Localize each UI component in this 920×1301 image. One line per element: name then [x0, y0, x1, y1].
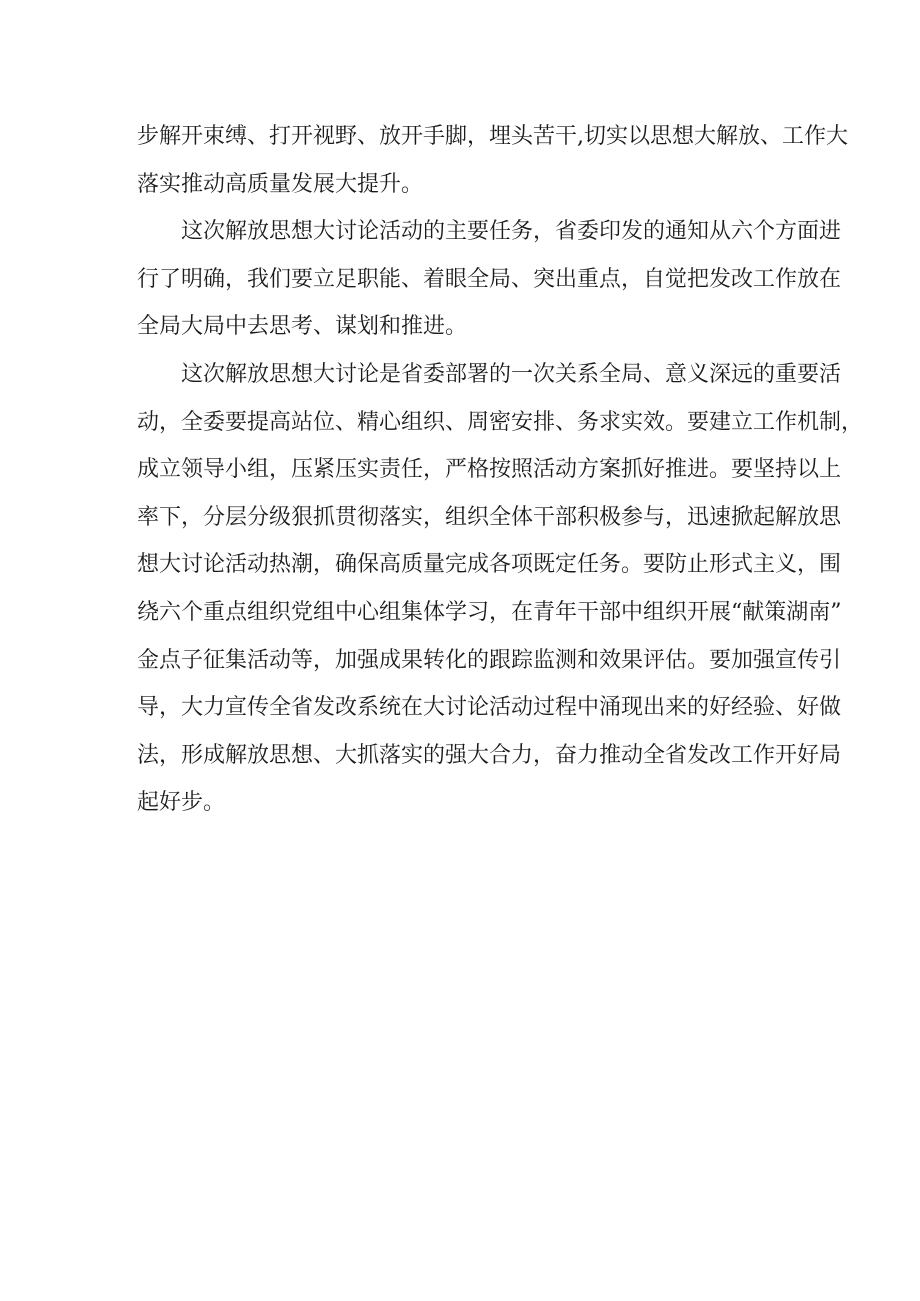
paragraph-line: 金点子征集活动等，加强成果转化的跟踪监测和效果评估。要加强宣传引: [137, 647, 842, 673]
document-body: [137, 113, 864, 827]
paragraph-line: 导，大力宣传全省发改系统在大讨论活动过程中涌现出来的好经验、好做: [137, 695, 842, 721]
paragraph-line: 绕六个重点组织党组中心组集体学习，在青年干部中组织开展“献策湖南”: [137, 599, 842, 625]
paragraph-line: 动，全委要提高站位、精心组织、周密安排、务求实效。要建立工作机制，: [137, 409, 864, 435]
paragraph-3: [137, 351, 864, 827]
paragraph-line: 这次解放思想大讨论是省委部署的一次关系全局、意义深远的重要活: [181, 361, 842, 387]
paragraph-line: 起好步。: [137, 790, 226, 816]
paragraph-line: 率下，分层分级狠抓贯彻落实，组织全体干部积极参与，迅速掀起解放思: [137, 504, 842, 530]
paragraph-line: 行了明确，我们要立足职能、着眼全局、突出重点，自觉把发改工作放在: [137, 266, 842, 292]
paragraph-line: 法，形成解放思想、大抓落实的强大合力，奋力推动全省发改工作开好局: [137, 742, 842, 768]
paragraph-line: 步解开束缚、打开视野、放开手脚，埋头苦干,切实以思想大解放、工作大: [137, 124, 848, 149]
paragraph-line: 想大讨论活动热潮，确保高质量完成各项既定任务。要防止形式主义，围: [137, 552, 842, 578]
paragraph-1: [137, 113, 848, 208]
paragraph-line: 这次解放思想大讨论活动的主要任务，省委印发的通知从六个方面进: [181, 219, 842, 245]
paragraph-line: 落实推动高质量发展大提升。: [137, 171, 424, 197]
paragraph-line: 全局大局中去思考、谋划和推进。: [137, 314, 468, 340]
paragraph-line: 成立领导小组，压紧压实责任，严格按照活动方案抓好推进。要坚持以上: [137, 457, 842, 483]
paragraph-2: [137, 208, 842, 351]
